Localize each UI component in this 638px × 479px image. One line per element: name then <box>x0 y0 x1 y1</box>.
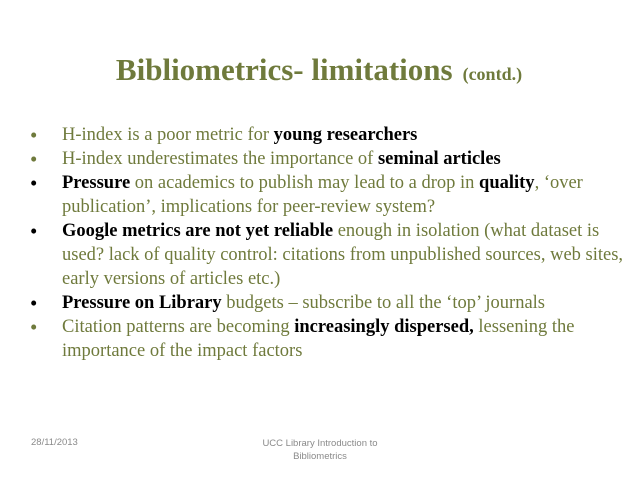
bullet-item <box>30 147 630 171</box>
bullet-item <box>30 219 630 291</box>
bullet-keyword: Pressure <box>62 173 131 193</box>
bullet-item <box>30 171 630 219</box>
slide-title-suffix: (contd.) <box>462 64 523 84</box>
bullet-keyword: increasingly dispersed, <box>294 317 474 337</box>
footer-title-line: Bibliometrics <box>293 451 347 462</box>
bullet-text: H-index is a poor metric for <box>62 125 274 145</box>
bullet-list <box>30 123 630 363</box>
bullet-keyword: quality <box>479 173 535 193</box>
bullet-keyword: Google metrics are not yet reliable <box>62 221 334 241</box>
bullet-marker: • <box>30 291 38 315</box>
bullet-keyword: Pressure on Library <box>62 293 222 313</box>
bullet-text: budgets – subscribe to all the ‘top’ journals <box>221 293 545 313</box>
bullet-marker: • <box>30 123 38 147</box>
bullet-text: lessening the importance of the impact factors <box>62 317 575 361</box>
footer-title <box>240 437 400 463</box>
footer-title-line: UCC Library Introduction to <box>262 438 378 449</box>
slide-title <box>0 50 638 94</box>
bullet-marker: • <box>30 315 38 339</box>
bullet-text: H-index underestimates the importance of <box>62 149 378 169</box>
bullet-text: enough in isolation (what dataset is used? lack of quality control: citations from unpublished sources, web sites, early versions of articles etc.) <box>62 221 624 289</box>
bullet-item <box>30 315 630 363</box>
bullet-text: Citation patterns are becoming <box>62 317 295 337</box>
bullet-item <box>30 291 630 315</box>
bullet-marker: • <box>30 147 38 171</box>
bullet-text: on academics to publish may lead to a drop in <box>130 173 480 193</box>
bullet-text: , ‘over publication’, implications for peer-review system? <box>62 173 583 217</box>
bullet-marker: • <box>30 219 38 243</box>
bullet-keyword: young researchers <box>273 125 418 145</box>
slide-title-main: Bibliometrics- limitations <box>115 52 453 87</box>
footer-date: 28/11/2013 <box>31 437 78 448</box>
bullet-marker: • <box>30 171 38 195</box>
bullet-keyword: seminal articles <box>377 149 501 169</box>
bullet-item <box>30 123 630 147</box>
